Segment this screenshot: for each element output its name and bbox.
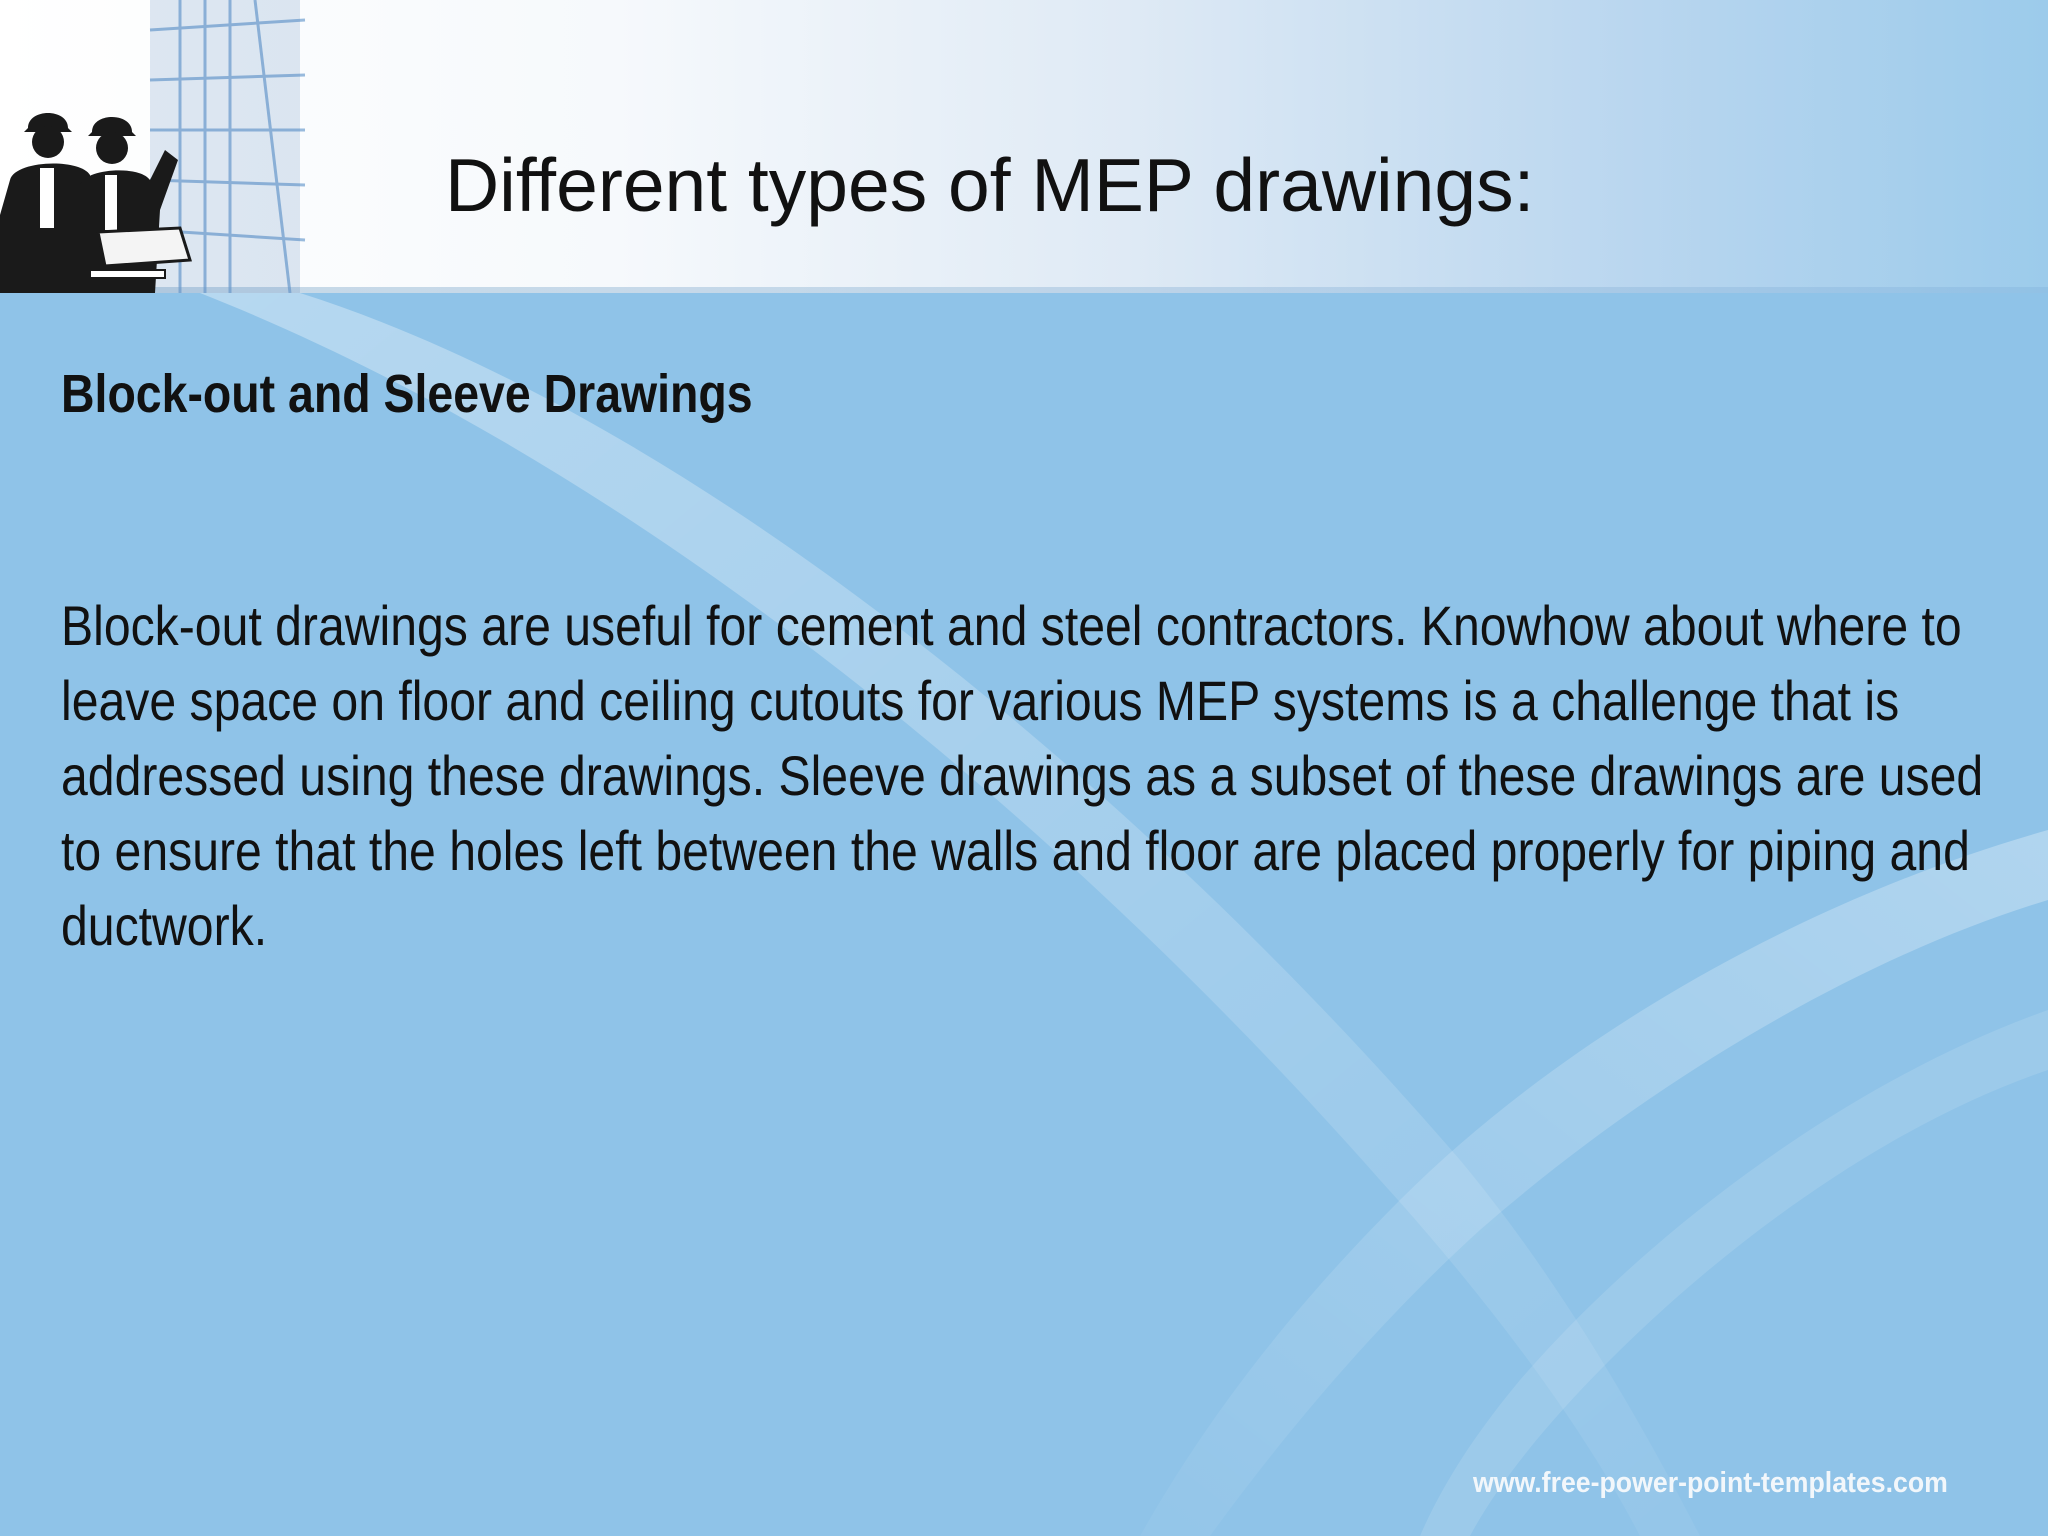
construction-workers-illustration-icon [0,0,310,293]
slide-title: Different types of MEP drawings: [445,143,1535,227]
body-paragraph: Block-out drawings are useful for cement and steel contractors. Knowhow about where to leave space on floor and ceiling cutouts for various MEP systems is a challenge that is addressed using these drawings. Sleeve drawings as a subset of these drawings are used to ensure that the holes left between the walls and floor are placed properly for piping and ductwork. [61,594,1984,957]
footer-website-url: www.free-power-point-templates.com [1473,1467,1948,1499]
section-heading: Block-out and Sleeve Drawings [61,364,753,424]
